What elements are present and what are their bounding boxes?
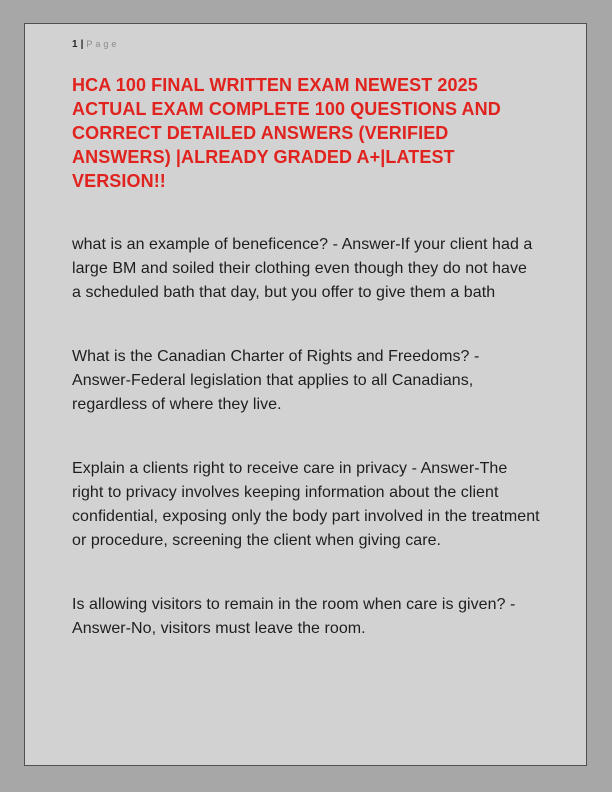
qa-paragraph-visitors: Is allowing visitors to remain in the room when care is given? - Answer-No, visitors must leave the room. — [72, 596, 516, 637]
qa-paragraph-charter: What is the Canadian Charter of Rights and Freedoms? - Answer-Federal legislation that applies to all Canadians, regardless of where they live. — [72, 348, 480, 413]
document-title-line: HCA 100 FINAL WRITTEN EXAM NEWEST 2025 — [72, 75, 478, 95]
page-header — [72, 38, 540, 51]
page-header-separator: | — [80, 39, 84, 50]
document-title-line: CORRECT DETAILED ANSWERS (VERIFIED — [72, 123, 449, 143]
qa-paragraph-privacy: Explain a clients right to receive care in privacy - Answer-The right to privacy involves keeping information about the client confidential, exposing only the body part involved in the treatment or procedure, screening the client when giving care. — [72, 460, 540, 549]
qa-paragraph-beneficence: what is an example of beneficence? - Answer-If your client had a large BM and soiled their clothing even though they do not have a scheduled bath that day, but you offer to give them a bath — [72, 236, 533, 301]
document-page — [24, 23, 587, 766]
document-title-line: ACTUAL EXAM COMPLETE 100 QUESTIONS AND — [72, 99, 501, 119]
document-title-line: VERSION!! — [72, 171, 166, 191]
document-title-line: ANSWERS) |ALREADY GRADED A+|LATEST — [72, 147, 455, 167]
page-number: 1 — [72, 39, 78, 50]
page-header-label: Page — [86, 39, 120, 49]
document-title — [72, 73, 540, 193]
